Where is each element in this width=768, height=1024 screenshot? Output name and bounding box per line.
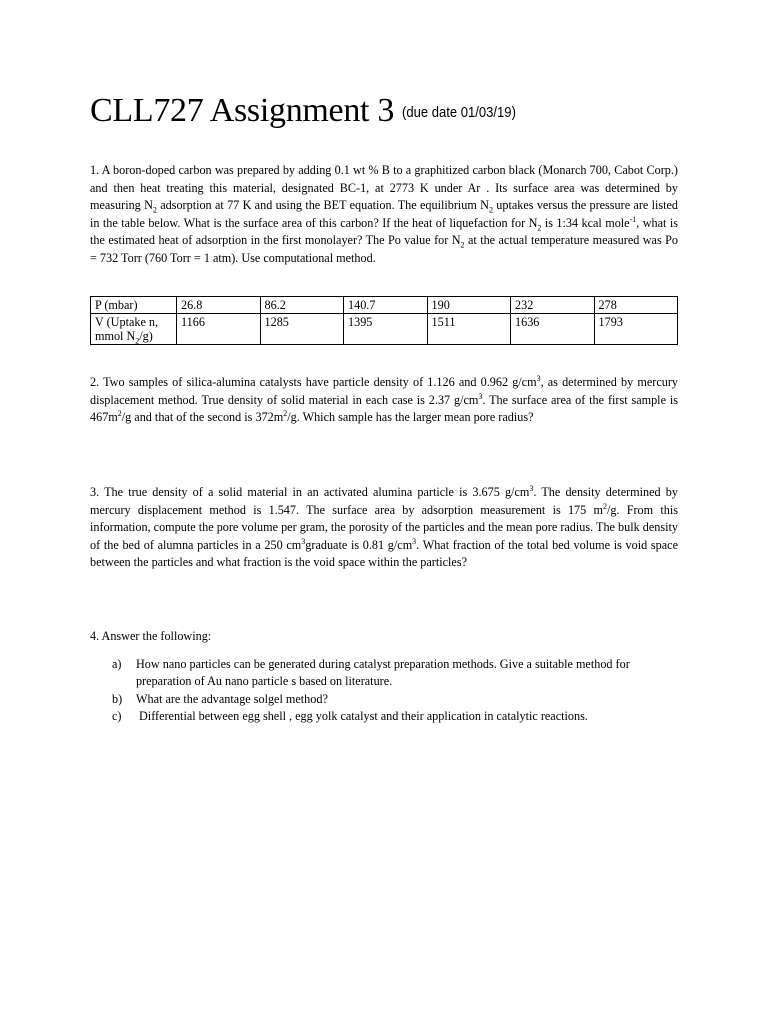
subscript: 2: [460, 240, 465, 250]
question-3: [90, 484, 678, 572]
table-cell: 1285: [260, 314, 344, 345]
table-cell: 1395: [344, 314, 428, 345]
q3-text-d: graduate is 0.81 g/cm: [305, 537, 413, 552]
q3-text-b: . The density determined by mercury displacement method is 1.547. The surface area by adsorption measurement is 175 m: [90, 485, 678, 517]
superscript: 3: [536, 373, 541, 383]
subscript: 2: [537, 223, 542, 233]
q1-text-f: at the actual temperature measured was Po = 732 Torr (760 Torr = 1 atm). Use computational method.: [90, 233, 679, 265]
table-row-label: V (Uptake n, mmol $N_2/g$): [91, 314, 177, 345]
table-cell: 1636: [511, 314, 595, 345]
superscript: -1: [629, 214, 637, 224]
q2-text-b: , as determined by mercury displacement method. True density of solid material in each case is 2.37 g/cm: [90, 375, 678, 407]
q1-text-a: 1. A boron-doped carbon was prepared by adding 0.1 wt % B to a graphitized carbon black (Monarch 700, Cabot Corp.) and then heat treating this material, designated BC-1, at 2773 K under Ar . Its surface area was determined by measuring N: [90, 163, 678, 213]
list-item: [112, 656, 682, 691]
list-marker: b): [112, 691, 123, 706]
table-cell: 1793: [594, 314, 678, 345]
table-cell: 140.7: [344, 297, 428, 314]
question-4-list: [112, 656, 682, 726]
q3-text-c: /g. From this information, compute the pore volume per gram, the porosity of the particles and the mean pore radius. The bulk density of the bed of alumna particles in a 250 cm: [90, 502, 678, 552]
superscript: 3: [529, 483, 534, 493]
q2-text-d: /g and that of the second is 372m: [121, 410, 284, 425]
list-item-text: How nano particles can be generated during catalyst preparation methods. Give a suitable method for preparation of Au nano particle s based on literature.: [136, 657, 630, 689]
q1-text-b: adsorption at 77 K and using the BET equation. The equilibrium N: [156, 198, 489, 213]
superscript: 2: [602, 501, 607, 511]
title-main: CLL727 Assignment 3: [90, 92, 395, 129]
list-item-text: What are the advantage solgel method?: [136, 691, 328, 706]
subscript: 2: [488, 205, 493, 215]
table-row-label: P (mbar): [91, 297, 177, 314]
page-title: [90, 92, 529, 130]
table-cell: 86.2: [260, 297, 344, 314]
list-item: [112, 708, 682, 725]
table-cell: 232: [511, 297, 595, 314]
table-row: [91, 314, 678, 345]
adsorption-table: [90, 296, 678, 345]
table-cell: 190: [427, 297, 511, 314]
list-item-text: Differential between egg shell , egg yolk catalyst and their application in catalytic reactions.: [139, 709, 588, 724]
table-cell: 1511: [427, 314, 511, 345]
q2-text-a: 2. Two samples of silica-alumina catalysts have particle density of 1.126 and 0.962 g/cm: [90, 375, 537, 389]
q1-text-c: uptakes versus the pressure are listed in the table below. What is the surface area of this carbon? If the heat of liquefaction for N: [90, 198, 679, 230]
q2-text-c: . The surface area of the first sample is 467m: [90, 392, 678, 425]
list-marker: a): [112, 657, 122, 671]
superscript: 3: [478, 391, 483, 401]
q1-text-d: is 1:34 kcal mole: [541, 215, 630, 230]
question-4-heading: 4. Answer the following:: [90, 629, 212, 643]
list-item: [112, 691, 682, 708]
q3-text-a: 3. The true density of a solid material in an activated alumina particle is 3.675 g/cm: [90, 485, 530, 499]
superscript: 3: [412, 536, 417, 546]
q3-text-e: . What fraction of the total bed volume is void space between the particles and what fraction is the void space within the particles?: [90, 537, 678, 570]
superscript: 2: [283, 409, 288, 419]
table-row: [91, 297, 678, 314]
subscript: 2: [152, 205, 157, 215]
q1-text-e: , what is the estimated heat of adsorption in the first monolayer? The Po value for N: [90, 215, 678, 248]
question-1: [90, 162, 678, 268]
due-date: (due date 01/03/19): [402, 105, 517, 121]
q2-text-e: /g. Which sample has the larger mean pore radius?: [287, 410, 534, 425]
list-marker: c): [112, 709, 122, 724]
table-cell: 26.8: [177, 297, 261, 314]
table-cell: 1166: [177, 314, 261, 345]
question-2: [90, 374, 678, 427]
table-cell: 278: [594, 297, 678, 314]
superscript: 3: [301, 536, 306, 546]
superscript: 2: [117, 409, 122, 419]
